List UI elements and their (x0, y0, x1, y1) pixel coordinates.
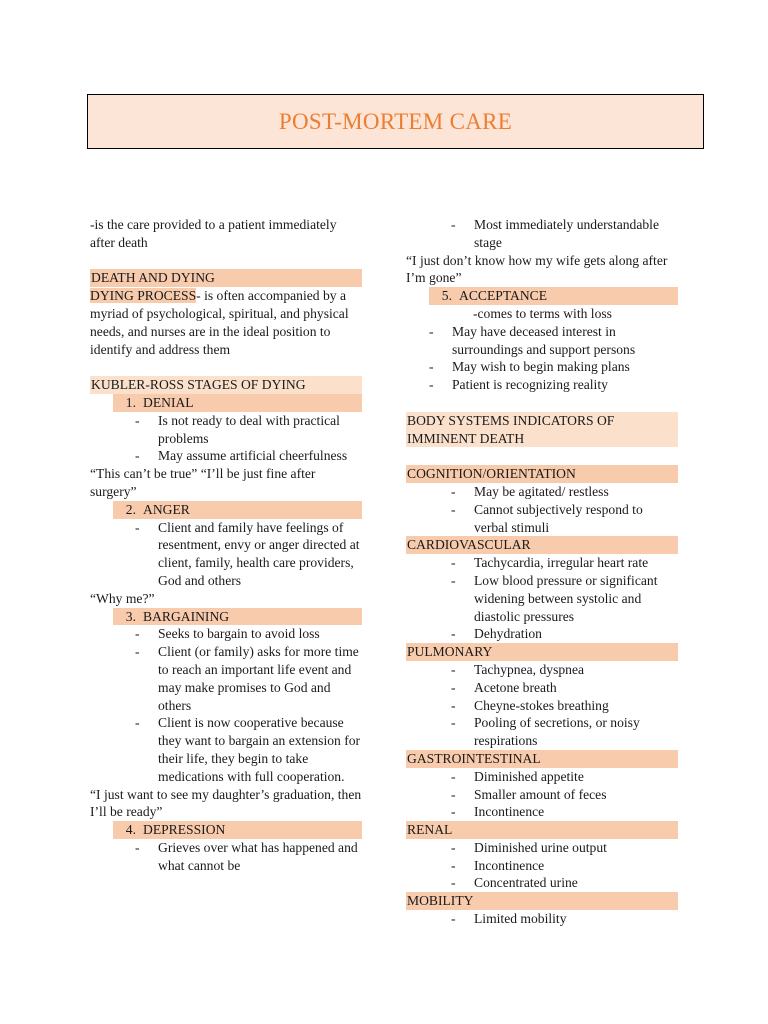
gastrointestinal-list (406, 768, 678, 821)
list-item: - Diminished urine output (451, 839, 607, 855)
list-item: - Dehydration (451, 626, 542, 642)
dying-process-paragraph (90, 287, 362, 358)
intro-text: -is the care provided to a patient immediately after death (90, 217, 337, 250)
list-item: - Is not ready to deal with practical problems (135, 412, 340, 446)
list-item: - Cannot subjectively respond to verbal stimuli (451, 501, 643, 535)
system-cardiovascular: CARDIOVASCULAR (406, 536, 678, 554)
list-item: - Tachycardia, irregular heart rate (451, 555, 649, 571)
stage-anger: 2. ANGER (113, 501, 362, 519)
anger-list (90, 519, 362, 590)
heading-kubler-ross: KUBLER-ROSS STAGES OF DYING (90, 376, 362, 394)
stage-depression: 4. DEPRESSION (113, 821, 362, 839)
list-item: - Patient is recognizing reality (429, 377, 608, 393)
page-title: POST-MORTEM CARE (278, 108, 513, 134)
list-item: - Grieves over what has happened and what cannot be (135, 839, 358, 873)
denial-list (90, 412, 362, 465)
system-renal: RENAL (406, 821, 678, 839)
bargaining-quote: “I just want to see my daughter’s graduation, then I’ll be ready” (90, 786, 362, 820)
list-item: - Acetone breath (451, 679, 557, 695)
list-item: - Diminished appetite (451, 768, 584, 784)
list-item: - Client (or family) asks for more time to reach an important life event and may make promises to God and others (135, 644, 359, 713)
list-item: - Incontinence (451, 804, 545, 820)
list-item: - May assume artificial cheerfulness (135, 448, 348, 464)
heading-body-systems: BODY SYSTEMS INDICATORS OF IMMINENT DEATH (406, 412, 678, 448)
system-pulmonary: PULMONARY (406, 643, 678, 661)
list-item: - Seeks to bargain to avoid loss (135, 626, 320, 642)
acceptance-list (384, 323, 678, 394)
list-item: - May be agitated/ restless (451, 483, 609, 499)
heading-death-and-dying: DEATH AND DYING (90, 269, 362, 287)
depression-list (90, 839, 362, 875)
list-item: - Smaller amount of feces (451, 786, 607, 802)
stage-acceptance: 5. ACCEPTANCE (429, 287, 678, 305)
list-item: - May wish to begin making plans (429, 359, 630, 375)
cognition-list (406, 483, 678, 536)
system-cognition: COGNITION/ORIENTATION (406, 465, 678, 483)
system-gastrointestinal: GASTROINTESTINAL (406, 750, 678, 768)
page-title-box (87, 94, 704, 149)
denial-quote: “This can’t be true” “I’ll be just fine after surgery” (90, 466, 316, 499)
right-column (406, 216, 678, 928)
list-item: - May have deceased interest in surroundings and support persons (429, 323, 636, 357)
list-item: - Low blood pressure or significant widening between systolic and diastolic pressures (451, 572, 658, 624)
stage-denial: 1. DENIAL (113, 394, 362, 412)
renal-list (406, 839, 678, 892)
depression-quote: “I just don’t know how my wife gets along after I’m gone” (406, 252, 668, 286)
bargaining-list (90, 625, 362, 785)
system-mobility: MOBILITY (406, 892, 678, 910)
list-item: - Client is now cooperative because they want to bargain an extension for their life, they begin to take medications with full cooperation. (135, 715, 361, 784)
anger-quote: “Why me?” (90, 590, 155, 606)
list-item: - Cheyne-stokes breathing (451, 697, 609, 713)
pulmonary-list (406, 661, 678, 750)
depression-list-continued (406, 216, 678, 252)
stage-bargaining: 3. BARGAINING (113, 608, 362, 626)
list-item: - Pooling of secretions, or noisy respirations (451, 715, 640, 749)
dying-process-text: - is often accompanied by a myriad of psychological, spiritual, and physical needs, and nurses are in the ideal position to identify and address them (90, 288, 349, 357)
left-column (90, 216, 362, 874)
list-item: - Client and family have feelings of resentment, envy or anger directed at client, family, health care providers, God and others (135, 519, 360, 588)
acceptance-sub: -comes to terms with loss (473, 305, 612, 321)
mobility-list (406, 910, 678, 928)
list-item: - Tachypnea, dyspnea (451, 661, 585, 677)
list-item: - Incontinence (451, 857, 545, 873)
cardiovascular-list (406, 554, 678, 643)
list-item: - Most immediately understandable stage (451, 217, 659, 250)
list-item: - Concentrated urine (451, 875, 578, 891)
dying-process-label: DYING PROCESS (90, 288, 197, 304)
list-item: - Limited mobility (451, 911, 567, 927)
